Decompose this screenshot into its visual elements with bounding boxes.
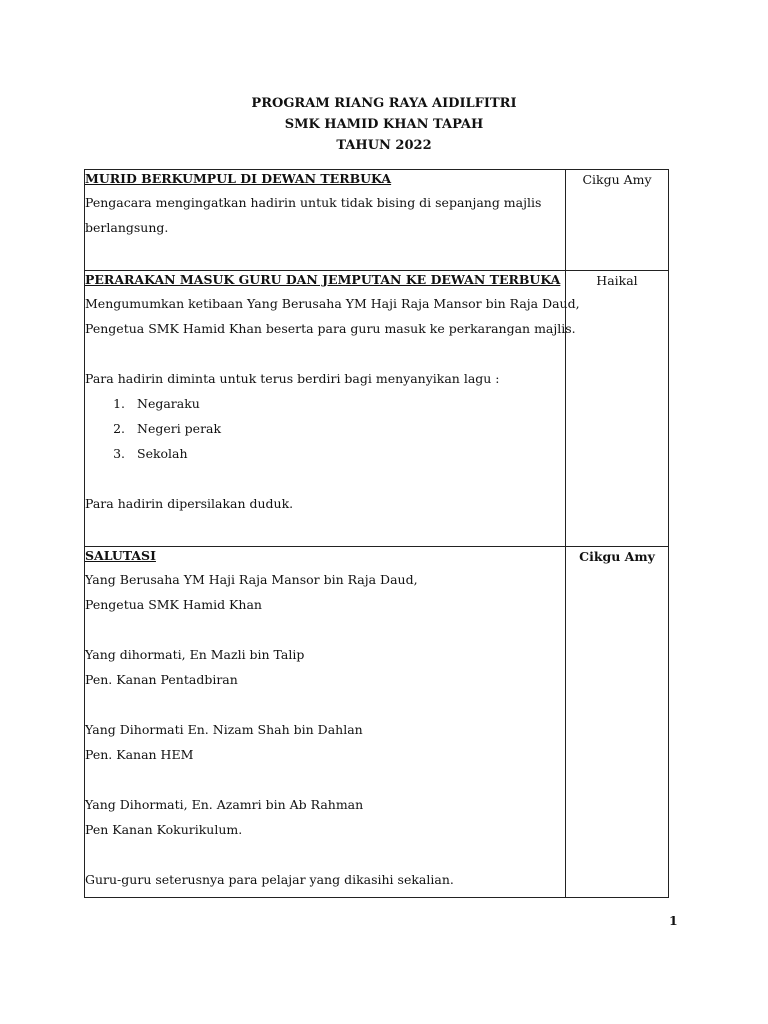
section-text: Mengumumkan ketibaan Yang Berusaha YM Haji Raja Mansor bin Raja Daud, [85,296,580,311]
section-text: Yang Dihormati En. Nizam Shah bin Dahlan [85,722,363,737]
song-item: 3. Sekolah [129,441,565,466]
header-year-line: TAHUN 2022 [336,138,432,153]
page-number: 1 [669,913,678,928]
song-item: 2. Negeri perak [129,416,565,441]
section-text: Guru-guru seterusnya para pelajar yang dikasihi sekalian. [85,872,454,887]
section-text: Pengetua SMK Hamid Khan beserta para guru masuk ke perkarangan majlis. [85,321,576,336]
section-text: Yang Berusaha YM Haji Raja Mansor bin Raja Daud, [85,572,418,587]
program-row [85,170,669,271]
pic-name: Cikgu Amy [579,549,655,564]
section-content [85,271,580,547]
section-title: SALUTASI [85,548,156,563]
song-item: 1. Negaraku [129,391,565,416]
section-content [85,547,566,898]
song-list [85,391,565,466]
section-text: Yang Dihormati, En. Azamri bin Ab Rahman [85,797,364,812]
section-text: Pen. Kanan Pentadbiran [85,672,238,687]
program-row [85,271,669,547]
section-pic [566,547,669,898]
section-text: Pen Kanan Kokurikulum. [85,822,243,837]
header-title-line: PROGRAM RIANG RAYA AIDILFITRI [251,96,517,111]
program-table [84,169,669,898]
header-school-line: SMK HAMID KHAN TAPAH [284,117,484,132]
section-text: Para hadirin dipersilakan duduk. [85,496,294,511]
section-title: MURID BERKUMPUL DI DEWAN TERBUKA [85,171,392,186]
pic-name: Haikal [596,273,638,288]
section-text: Pen. Kanan HEM [85,747,194,762]
section-pic [566,271,669,547]
section-text: Pengetua SMK Hamid Khan [85,597,262,612]
section-content [85,170,566,271]
section-text: Yang dihormati, En Mazli bin Talip [85,647,305,662]
section-title: PERARAKAN MASUK GURU DAN JEMPUTAN KE DEWAN TERBUKA [85,272,561,287]
document-header [0,93,768,156]
pic-name: Cikgu Amy [582,172,652,187]
section-text: Para hadirin diminta untuk terus berdiri bagi menyanyikan lagu : [85,371,500,386]
section-text: berlangsung. [85,220,169,235]
program-row [85,547,669,898]
section-pic [566,170,669,271]
section-text: Pengacara mengingatkan hadirin untuk tidak bising di sepanjang majlis [85,195,542,210]
